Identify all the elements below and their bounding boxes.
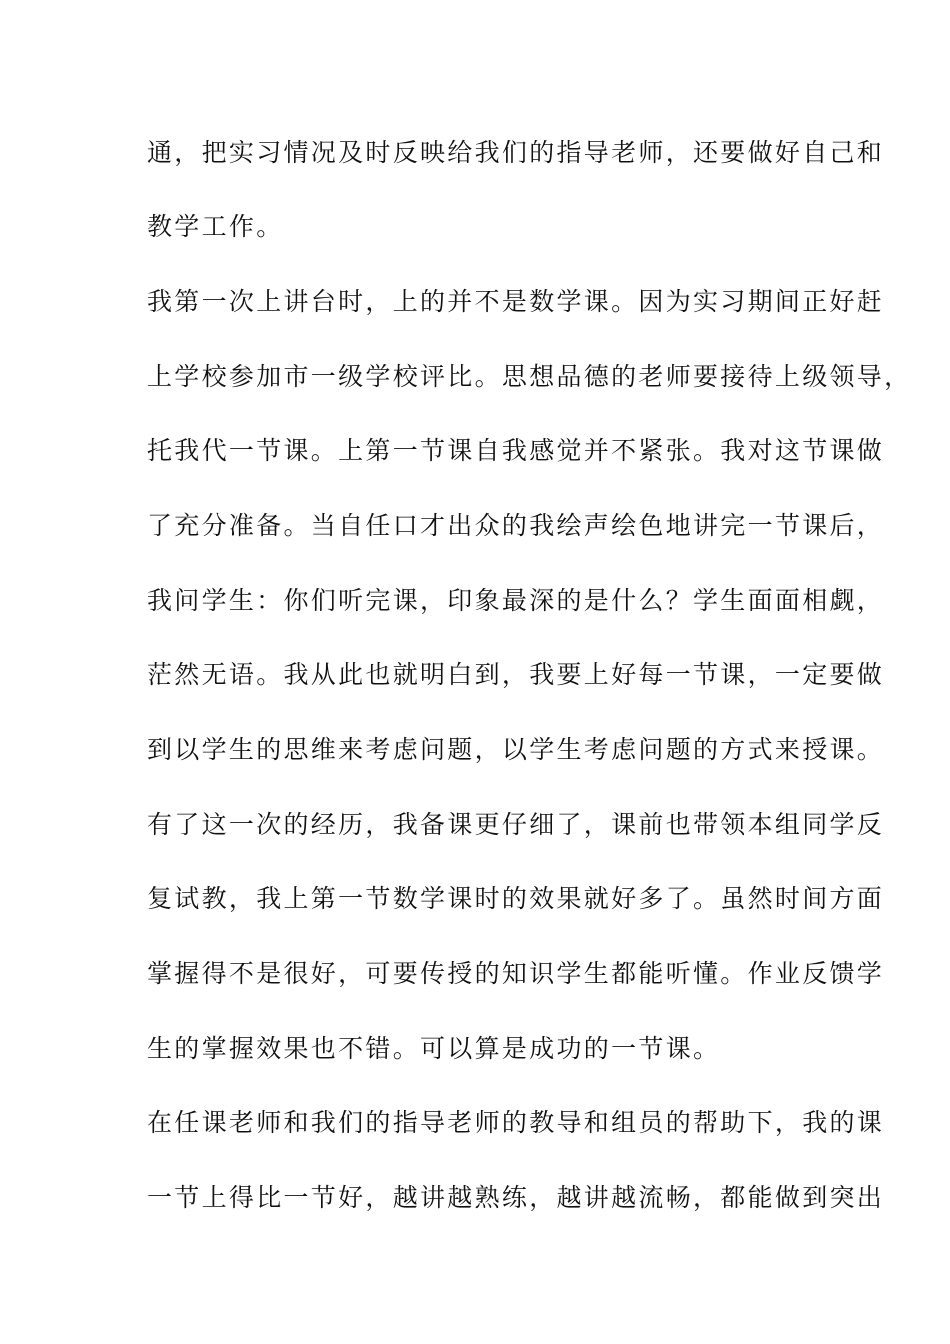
text-line: 上学校参加市一级学校评比。思想品德的老师要接待上级领导， [147, 362, 912, 391]
text-line: 生的掌握效果也不错。可以算是成功的一节课。 [147, 1034, 721, 1063]
text-line: 在任课老师和我们的指导老师的教导和组员的帮助下，我的课 [147, 1108, 885, 1137]
text-line: 通，把实习情况及时反映给我们的指导老师，还要做好自己和 [147, 138, 885, 167]
text-line: 掌握得不是很好，可要传授的知识学生都能听懂。作业反馈学 [147, 959, 885, 988]
text-line: 教学工作。 [147, 212, 284, 241]
text-line: 了充分准备。当自任口才出众的我绘声绘色地讲完一节课后， [147, 511, 885, 540]
text-line: 我第一次上讲台时，上的并不是数学课。因为实习期间正好赶 [147, 287, 885, 316]
text-line: 我问学生：你们听完课，印象最深的是什么？学生面面相觑， [147, 586, 885, 615]
text-line: 托我代一节课。上第一节课自我感觉并不紧张。我对这节课做 [147, 436, 885, 465]
text-line: 有了这一次的经历，我备课更仔细了，课前也带领本组同学反 [147, 810, 885, 839]
text-line: 一节上得比一节好，越讲越熟练，越讲越流畅，都能做到突出 [147, 1183, 885, 1212]
text-line: 茫然无语。我从此也就明白到，我要上好每一节课，一定要做 [147, 660, 885, 689]
text-line: 到以学生的思维来考虑问题，以学生考虑问题的方式来授课。 [147, 735, 885, 764]
text-line: 复试教，我上第一节数学课时的效果就好多了。虽然时间方面 [147, 884, 885, 913]
